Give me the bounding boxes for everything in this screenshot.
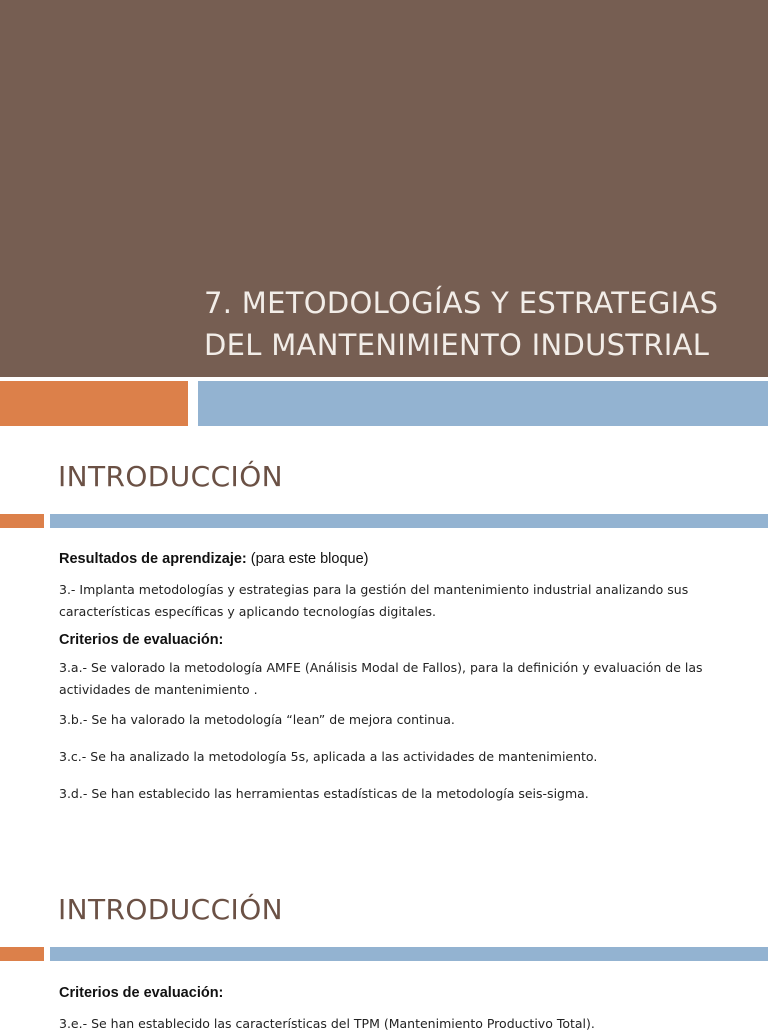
heading-accent-blue-bar-2 xyxy=(50,947,768,961)
criteria-label-2: Criterios de evaluación: xyxy=(59,985,224,1001)
heading-accent-orange-bar-2 xyxy=(0,947,44,961)
heading-accent-blue-bar-1 xyxy=(50,514,768,528)
section-heading-introduccion-2: INTRODUCCIÓN xyxy=(58,893,283,926)
criterion-3e-partial: 3.e.- Se han establecido las características del TPM (Mantenimiento Productivo Total). xyxy=(59,1016,595,1031)
results-label: Resultados de aprendizaje: xyxy=(59,551,247,567)
criterion-3b: 3.b.- Se ha valorado la metodología “lean” de mejora continua. xyxy=(59,712,455,727)
heading-accent-orange-bar-1 xyxy=(0,514,44,528)
title-accent-orange-bar xyxy=(0,381,188,426)
slide3-content xyxy=(59,982,719,1035)
title-accent-blue-bar xyxy=(198,381,768,426)
criteria-label: Criterios de evaluación: xyxy=(59,632,224,648)
result-3-text: 3.- Implanta metodologías y estrategias para la gestión del mantenimiento industrial analizando sus características específicas y aplicando tecnologías digitales. xyxy=(59,582,689,619)
criterion-3a: 3.a.- Se valorado la metodología AMFE (Análisis Modal de Fallos), para la definición y evaluación de las actividades de mantenimiento . xyxy=(59,660,703,697)
criterion-3d: 3.d.- Se han establecido las herramientas estadísticas de la metodología seis-sigma. xyxy=(59,786,589,801)
slide2-content xyxy=(59,548,719,805)
slide-title-line-2: DEL MANTENIMIENTO INDUSTRIAL xyxy=(204,328,710,362)
results-note: (para este bloque) xyxy=(246,551,369,567)
criterion-3c: 3.c.- Se ha analizado la metodología 5s, aplicada a las actividades de mantenimiento. xyxy=(59,749,598,764)
title-slide xyxy=(0,0,768,377)
slide-title-line-1: 7. METODOLOGÍAS Y ESTRATEGIAS xyxy=(204,286,719,320)
results-paragraph xyxy=(59,548,719,570)
section-heading-introduccion-1: INTRODUCCIÓN xyxy=(58,460,283,493)
slide-title xyxy=(204,282,764,366)
